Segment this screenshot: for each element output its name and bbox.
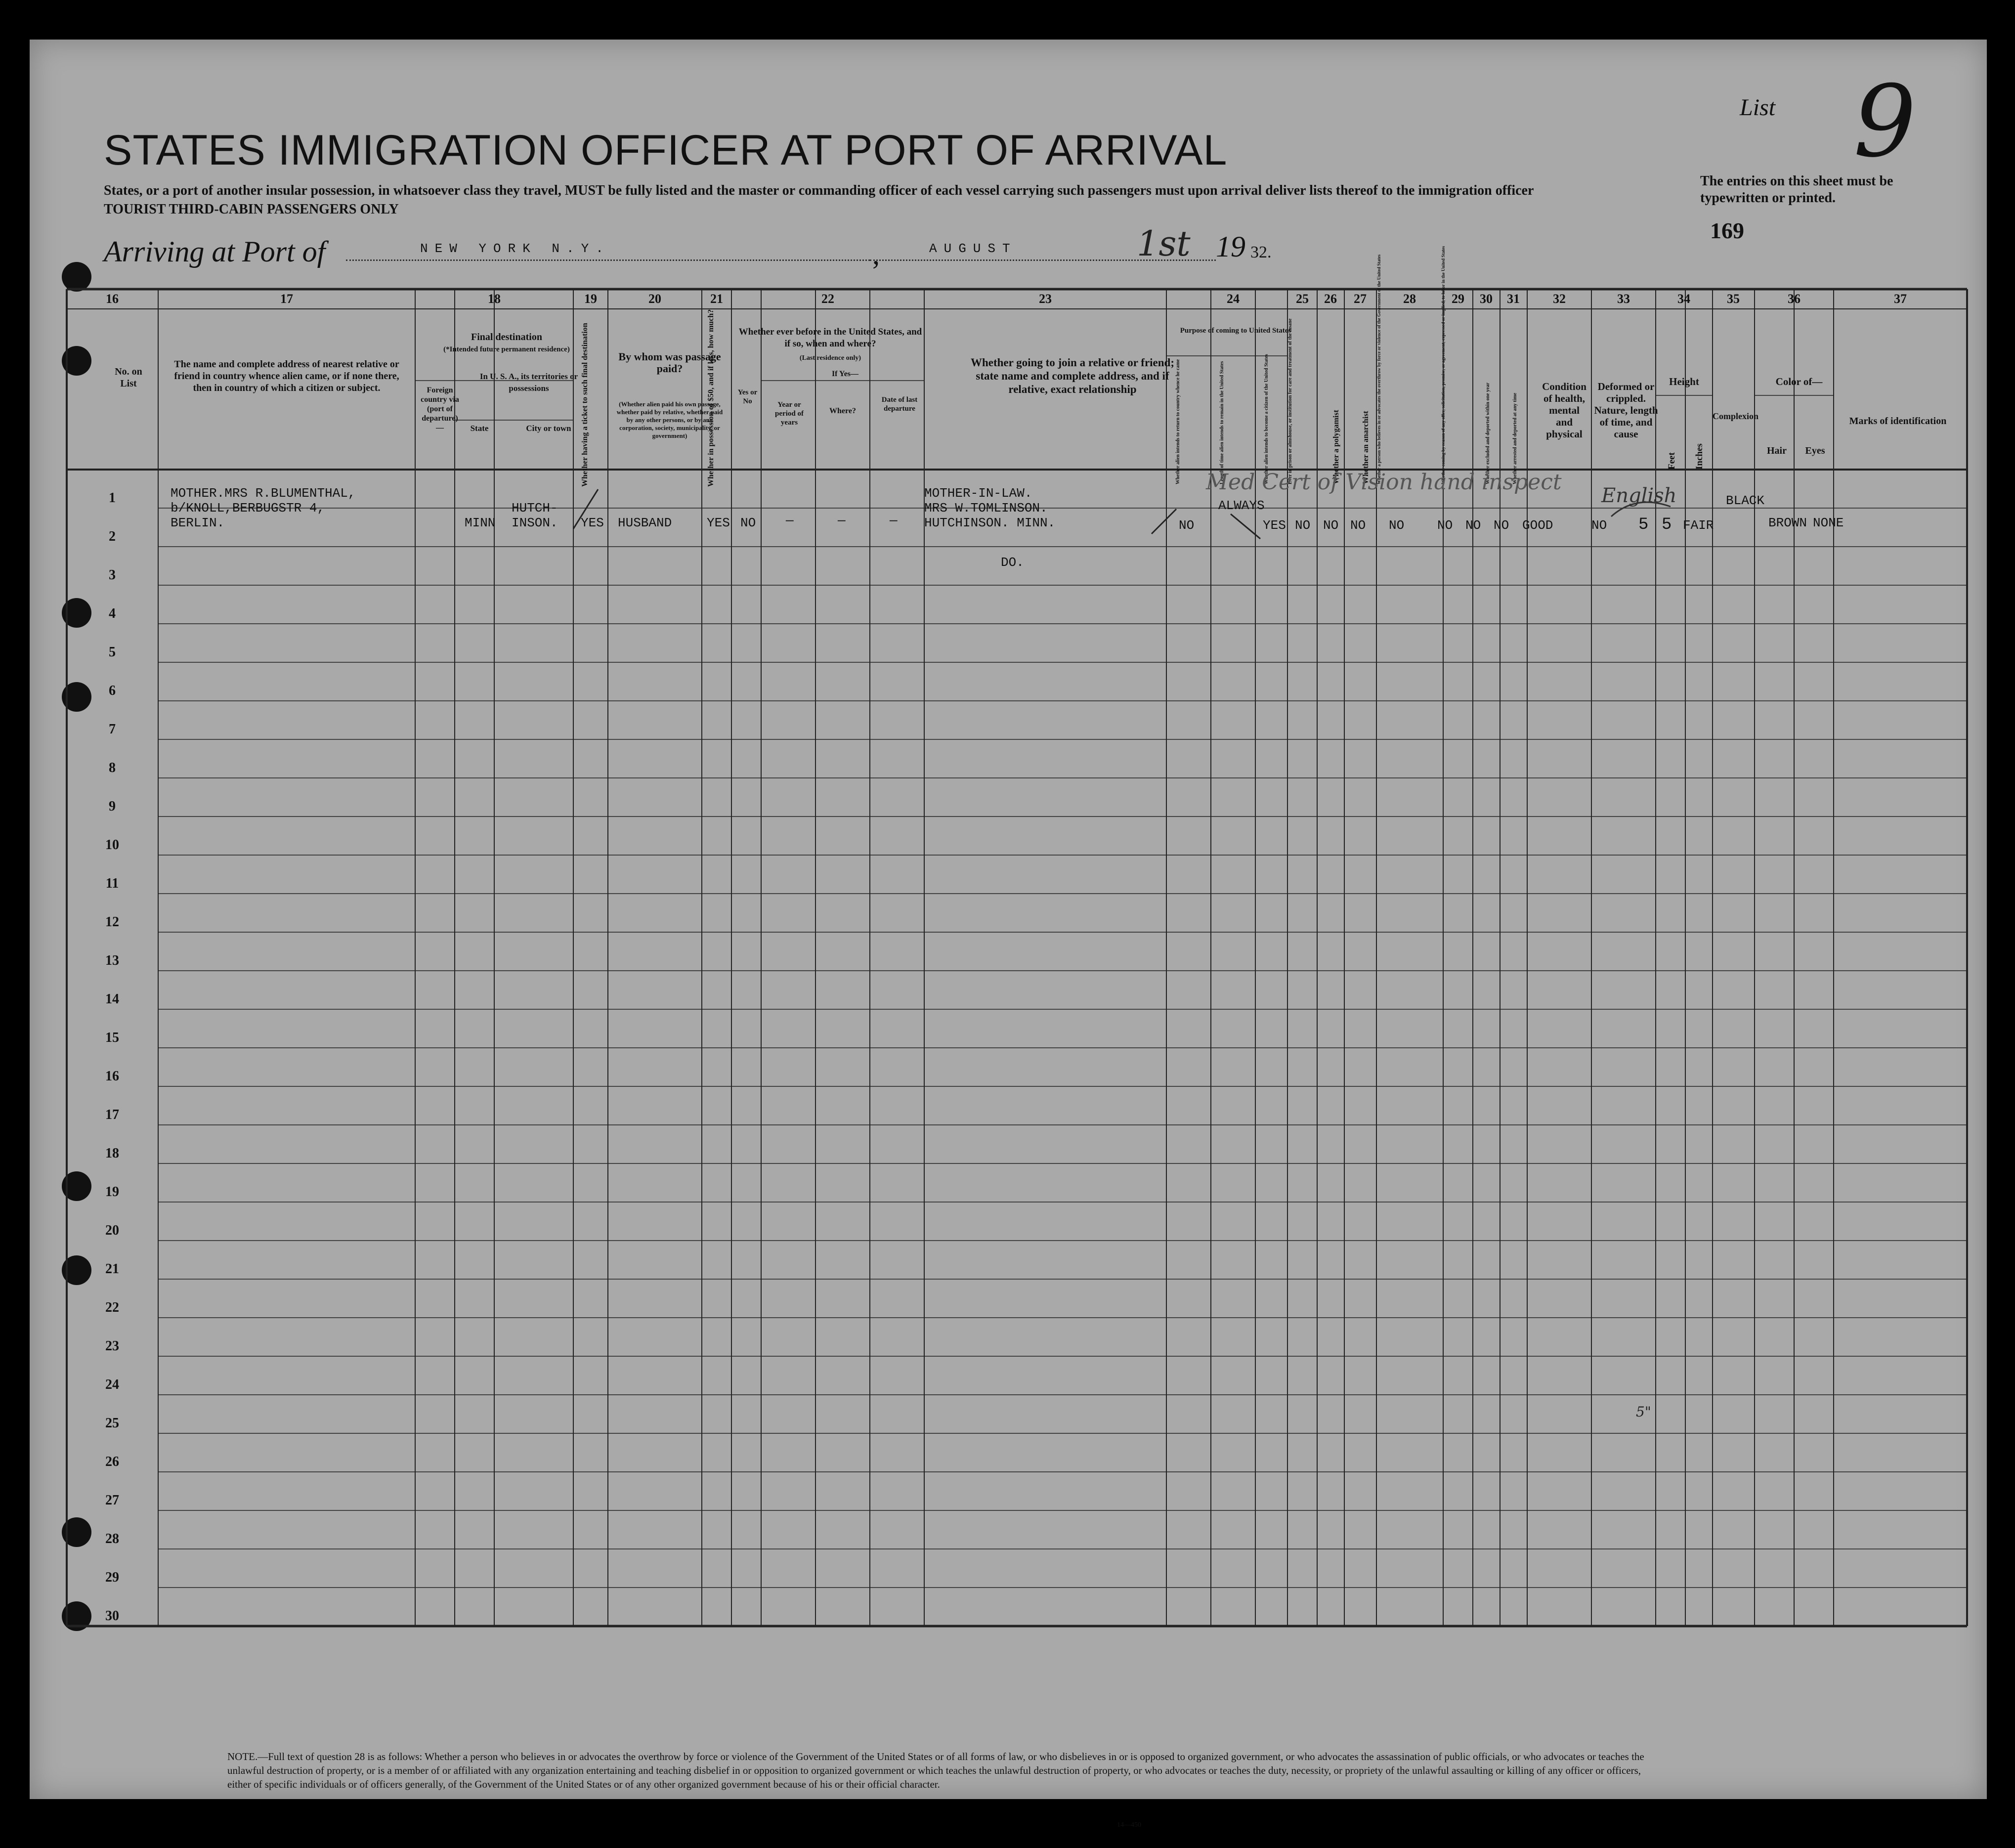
row-number: 12 (105, 914, 119, 930)
return-value: NO (1179, 518, 1195, 533)
manifest-sheet (30, 40, 1987, 1829)
column-number: 31 (1507, 292, 1520, 306)
row-number: 3 (109, 567, 116, 583)
join-line1: MOTHER-IN-LAW. (924, 486, 1032, 501)
row-number: 14 (105, 991, 119, 1007)
handwritten-annotation: Med Cert of Vision hand inspect (1206, 470, 1562, 495)
c26-value: NO (1323, 518, 1339, 533)
port-value: NEW YORK N.Y. (420, 241, 610, 256)
row-number: 16 (105, 1069, 119, 1084)
year-prefix: 19 (1216, 230, 1245, 263)
paid-by-value: HUSBAND (618, 516, 672, 530)
complexion-value: FAIR (1683, 518, 1714, 533)
row-number: 5 (109, 645, 116, 660)
arriving-label: Arriving at Port of (104, 235, 326, 268)
row-number: 19 (105, 1184, 119, 1200)
row-number: 4 (109, 606, 116, 621)
col22-date: Date of last departure (881, 396, 918, 413)
month-value: AUGUST (929, 241, 1017, 256)
c29-value: NO (1437, 518, 1453, 533)
col22-note: (Last residence only) (799, 354, 861, 362)
col35-header: Complexion (1713, 411, 1759, 421)
column-number: 24 (1227, 292, 1240, 306)
row-number: 1 (109, 490, 116, 506)
list-label: List (1740, 94, 1776, 121)
column-number: 19 (584, 292, 597, 306)
row-number: 28 (105, 1531, 119, 1547)
before-value: NO (740, 516, 756, 530)
col22-ifyes: If Yes— (831, 370, 859, 378)
col34-inches: Inches (1694, 443, 1705, 470)
column-number: 32 (1553, 292, 1566, 306)
column-number: 27 (1354, 292, 1367, 306)
col22-year: Year or period of years (775, 401, 804, 427)
col18-usa: In U. S. A., its territories or possessions (479, 372, 578, 393)
column-number: 23 (1039, 292, 1052, 306)
join-line3: HUTCHINSON. MINN. (924, 516, 1056, 530)
col18-state: State (470, 424, 489, 433)
column-number: 30 (1480, 292, 1493, 306)
col23-header: Whether going to join a relative or friend; state name and complete address, and if relative, exact relationship (970, 356, 1175, 395)
column-number: 25 (1296, 292, 1309, 306)
col26-header: Whether a polygamist (1332, 410, 1340, 484)
row-number: 9 (109, 799, 116, 814)
c30-value: NO (1465, 518, 1481, 533)
column-number: 36 (1788, 292, 1801, 306)
col24-c: Whether alien intends to become a citizen of the United States (1264, 354, 1269, 484)
column-number: 28 (1403, 292, 1416, 306)
row-number: 25 (105, 1416, 119, 1431)
col17-header: The name and complete address of nearest relative or friend in country whence alien came, or if none there, then in country of which a citizen or subject. (174, 359, 399, 393)
column-number: 29 (1452, 292, 1464, 306)
row-number: 11 (105, 876, 119, 891)
col18-foreign: Foreign country via (port of departure)— (421, 386, 459, 432)
col24-b: Length of time alien intends to remain in the United States (1219, 361, 1225, 484)
form-number: 14—450 (1117, 1821, 1141, 1829)
row-number: 18 (105, 1146, 119, 1161)
dest-city-line2: INSON. (512, 516, 558, 530)
pen-strokes (30, 40, 1987, 1799)
col16-header: No. on List (115, 366, 142, 389)
c28-value: NO (1389, 518, 1405, 533)
health-value: GOOD (1522, 518, 1553, 533)
row-number: 22 (105, 1300, 119, 1315)
dest-city-line1: HUTCH- (512, 501, 558, 516)
year-suffix: 32. (1250, 243, 1272, 261)
col36-hair: Hair (1767, 445, 1787, 456)
col36-title: Color of— (1775, 376, 1823, 387)
marks-value: NONE (1813, 516, 1844, 530)
row-number: 6 (109, 683, 116, 698)
where-dash: — (838, 513, 846, 528)
row-number: 24 (105, 1377, 119, 1392)
row-number: 17 (105, 1107, 119, 1122)
row-number: 23 (105, 1338, 119, 1354)
relative-line3: BERLIN. (171, 516, 225, 530)
class-note: TOURIST THIRD-CABIN PASSENGERS ONLY (104, 202, 399, 217)
col22-title: Whether ever before in the United States, and if so, when and where? (738, 327, 922, 349)
page-subtitle: States, or a port of another insular possession, in whatsoever class they travel, MUST be fully listed and the master or commanding officer of each vessel carrying such passengers must upon arrival deliver lists thereof to the immigration officer (104, 183, 1534, 198)
row-number: 2 (109, 529, 116, 544)
row-number: 26 (105, 1454, 119, 1469)
col21-header: Whether in possession of $50, and if less, how much? (707, 309, 715, 487)
relative-line2: b/KNOLL,BERBUGSTR 4, (171, 501, 325, 516)
question-28-note: NOTE.—Full text of question 28 is as follows: Whether a person who believes in or advocates the overthrow by force or violence of the Government of the United States or of all forms of law, or who disbelieves in or is opposed to organized government, or who advocates the assassination of public officials, or who advocates or teaches the unlawful destruction of property, or is a member of or affiliated with any organization entertaining and teaching disbelief in or opposition to organized government or which teaches the unlawful destruction of property, or who advocates or teaches the duty, necessity, or propriety of the unlawful assaulting or killing of any officer or officers, either of specific individuals or of officers generally, of the Government of the United States or of any other organized government because of his or their official character. (227, 1751, 1644, 1790)
column-number: 21 (710, 292, 723, 306)
c31-value: NO (1494, 518, 1509, 533)
row-number: 27 (105, 1493, 119, 1508)
money-value: YES (707, 516, 730, 530)
col29-header: Whether coming by reason of any offer, solicitation, promise, or agreement, expressed or implied, to labor in the United States (1441, 246, 1446, 484)
hair-value: BLACK (1726, 493, 1765, 508)
column-number: 18 (488, 292, 501, 306)
eyes-value: BROWN (1768, 516, 1807, 530)
col22-where: Where? (829, 407, 856, 415)
column-number: 35 (1727, 292, 1740, 306)
citizen-value: YES (1263, 518, 1286, 533)
col25-header: Ever in prison or almshouse, or institution for care and treatment of the insane (1287, 318, 1293, 484)
comma: , (872, 238, 880, 270)
list-number: 9 (1853, 64, 1917, 179)
column-number: 17 (280, 292, 293, 306)
col19-header: Whether having a ticket to such final destination (581, 323, 589, 487)
col20-note: (Whether alien paid his own passage, whether paid by relative, whether paid by any other persons, or by any corporation, society, municipality, or government) (616, 400, 723, 439)
row-number: 10 (105, 837, 119, 853)
page-number: 169 (1710, 218, 1744, 243)
feet-value: 5 (1638, 516, 1649, 534)
c25-value: NO (1295, 518, 1311, 533)
col24-a: Whether alien intends to return to country whence he came (1175, 359, 1181, 484)
dest-state: MINN (465, 516, 496, 530)
col33-header: Deformed or crippled. Nature, length of time, and cause (1594, 381, 1658, 440)
join-line2: MRS W.TOMLINSON. (924, 501, 1048, 516)
col24-title: Purpose of coming to United States (1180, 327, 1291, 335)
column-number: 37 (1894, 292, 1907, 306)
col18-city: City or town (526, 424, 571, 433)
col18-note: (*Intended future permanent residence) (443, 345, 570, 353)
row-number: 13 (105, 953, 119, 968)
row-number: 30 (105, 1608, 119, 1624)
row-number: 7 (109, 722, 116, 737)
deformed-value: NO (1591, 518, 1607, 533)
length-value: ALWAYS (1218, 498, 1265, 513)
row-number: 29 (105, 1570, 119, 1585)
page-title: STATES IMMIGRATION OFFICER AT PORT OF ARRIVAL (104, 127, 1228, 174)
join-row2: DO. (1001, 555, 1024, 570)
column-number: 34 (1677, 292, 1690, 306)
col20-title: By whom was passage paid? (618, 350, 721, 375)
ticket-value: YES (581, 516, 604, 530)
col37-header: Marks of identification (1849, 416, 1947, 427)
column-number: 26 (1324, 292, 1337, 306)
col22-yesno: Yes or No (737, 388, 758, 405)
col34-title: Height (1669, 376, 1699, 387)
day-value: 1st (1137, 223, 1191, 264)
entries-note: The entries on this sheet must be typewritten or printed. (1700, 173, 1893, 206)
date-dash: — (890, 513, 898, 528)
year-dash: — (786, 513, 794, 528)
column-number: 16 (106, 292, 119, 306)
row-number: 21 (105, 1261, 119, 1277)
column-number: 33 (1617, 292, 1630, 306)
c27-value: NO (1350, 518, 1366, 533)
col31-header: Whether arrested and deported at any time (1512, 392, 1518, 484)
row-number: 8 (109, 760, 116, 775)
col27-header: Whether an anarchist (1362, 411, 1370, 484)
row-number: 15 (105, 1030, 119, 1045)
column-number: 22 (821, 292, 834, 306)
row25-mark: 5" (1636, 1404, 1651, 1420)
col18-title: Final destination (471, 332, 542, 343)
relative-line1: MOTHER.MRS R.BLUMENTHAL, (171, 486, 356, 501)
handwritten-language: English (1601, 484, 1677, 507)
col28-header: Whether a person who believes in or advocates the overthrow by force or violence of the Government of the United States (1376, 254, 1381, 484)
inches-value: 5 (1662, 516, 1672, 534)
col32-header: Condition of health, mental and physical (1542, 381, 1586, 440)
column-number: 20 (648, 292, 661, 306)
col36-eyes: Eyes (1805, 445, 1825, 456)
col34-feet: Feet (1667, 452, 1677, 470)
col30-header: Whether excluded and deported within one year (1485, 383, 1491, 484)
row-number: 20 (105, 1223, 119, 1238)
